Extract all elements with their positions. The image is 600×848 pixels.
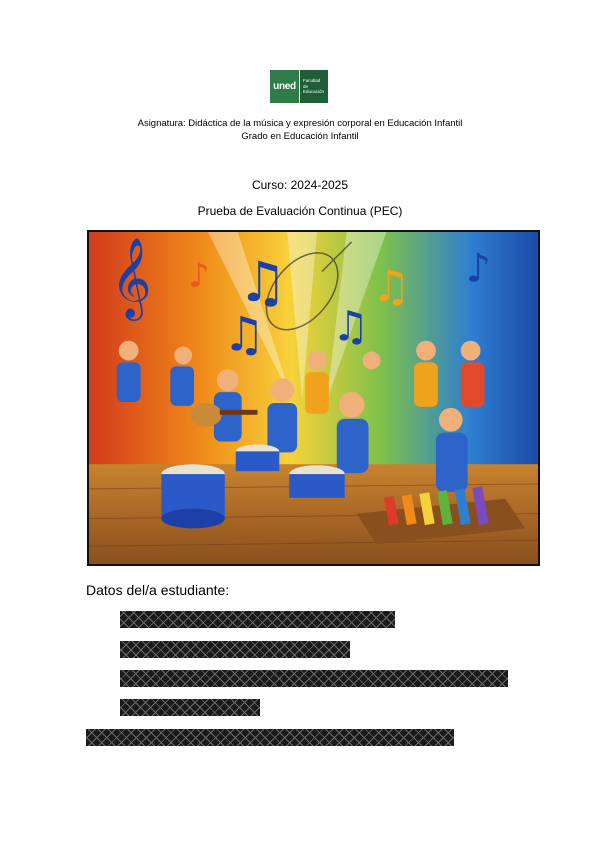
svg-text:♪: ♪: [465, 245, 491, 292]
course-year: Curso: 2024-2025: [251, 178, 349, 192]
svg-text:♫: ♫: [371, 262, 411, 313]
uned-logo-mark: uned: [270, 70, 299, 103]
svg-text:𝄞: 𝄞: [110, 238, 152, 319]
subject-block: [0, 118, 600, 143]
svg-text:♫: ♫: [237, 251, 288, 316]
redacted-field: [120, 611, 395, 628]
svg-text:♪: ♪: [188, 255, 210, 295]
redacted-field: [120, 641, 350, 658]
subject-line: Asignatura: Didáctica de la música y expresión corporal en Educación Infantil: [137, 118, 463, 129]
uned-logo: [270, 70, 328, 103]
student-data-heading: Datos del/a estudiante:: [86, 582, 230, 598]
redacted-field: [120, 670, 508, 687]
svg-text:♫: ♫: [222, 307, 266, 363]
redacted-field: [86, 729, 454, 746]
degree-line: Grado en Educación Infantil: [241, 130, 359, 142]
redacted-field: [120, 699, 260, 716]
uned-logo-faculty: Facultad de Educación: [299, 70, 328, 103]
assessment-title: Prueba de Evaluación Continua (PEC): [197, 204, 403, 218]
svg-text:♫: ♫: [331, 301, 370, 351]
children-music-illustration: [87, 230, 540, 566]
